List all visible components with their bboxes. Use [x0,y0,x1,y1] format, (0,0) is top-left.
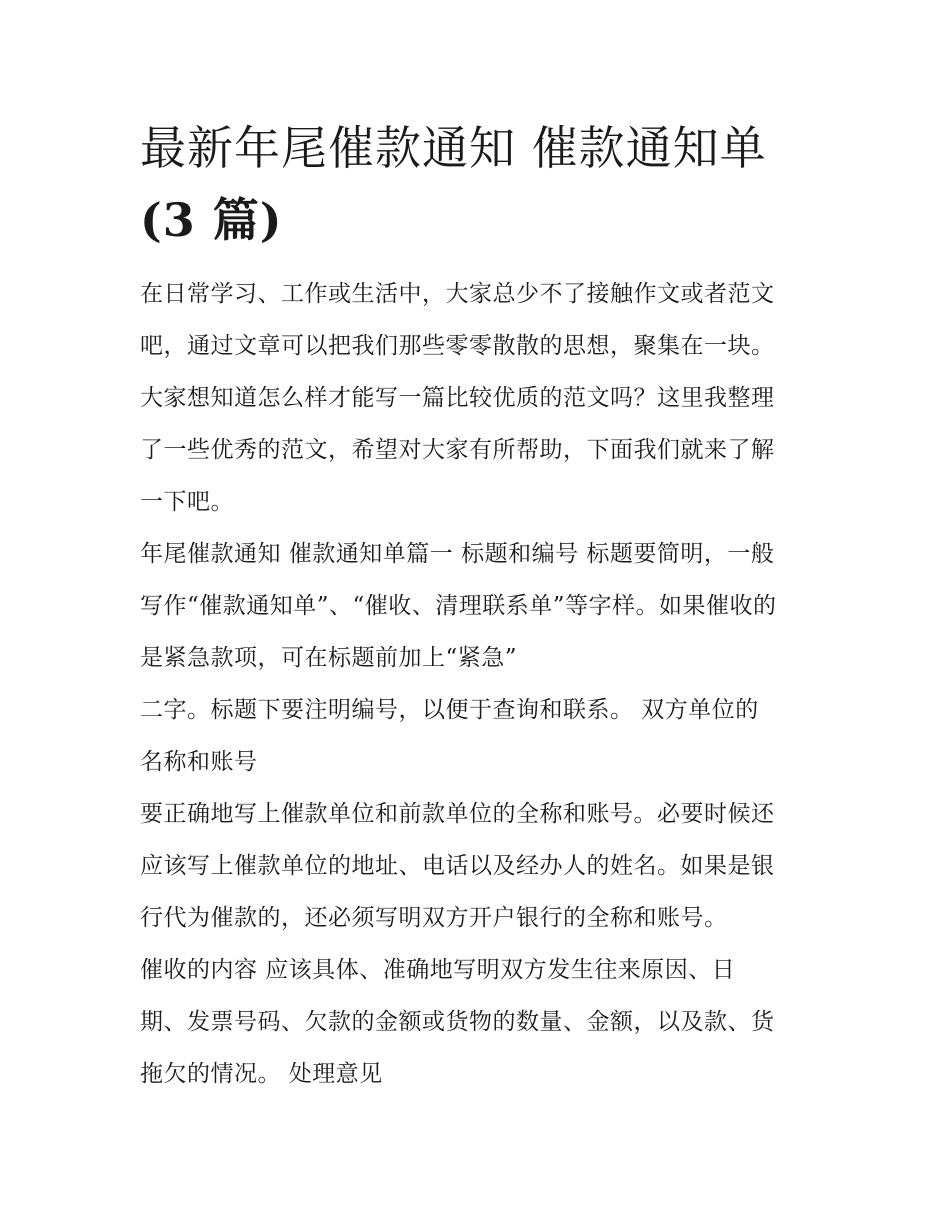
section-content-paragraph: 催收的内容 应该具体、准确地写明双方发生往来原因、日 期、发票号码、欠款的金额或货物的数量、金额，以及款、货 拖欠的情况。 处理意见 [140,957,775,1087]
document-page [140,112,820,1100]
title-line-2: (3 篇) [140,193,283,247]
section-numbering-note-paragraph: 二字。标题下要注明编号，以便于查询和联系。 双方单位的 名称和账号 [140,697,759,775]
intro-paragraph: 在日常学习、工作或生活中，大家总少不了接触作文或者范文 吧，通过文章可以把我们那些零零散散的思想，聚集在一块。 大家想知道怎么样才能写一篇比较优质的范文吗？这里我整理 了一些优秀的范文，希望对大家有所帮助，下面我们就来了解 一下吧。 [140,281,775,515]
section-accounts-paragraph: 要正确地写上催款单位和前款单位的全称和账号。必要时候还 应该写上催款单位的地址、电话以及经办人的姓名。如果是银 行代为催款的，还必须写明双方开户银行的全称和账号。 [140,801,775,931]
title-line-1: 最新年尾催款通知 催款通知单 [140,121,767,175]
section-title-numbering-paragraph: 年尾催款通知 催款通知单篇一 标题和编号 标题要简明，一般 写作“催款通知单”、“催收、清理联系单”等字样。如果催收的 是紧急款项，可在标题前加上“紧急” [140,541,777,671]
document-title [140,112,820,256]
